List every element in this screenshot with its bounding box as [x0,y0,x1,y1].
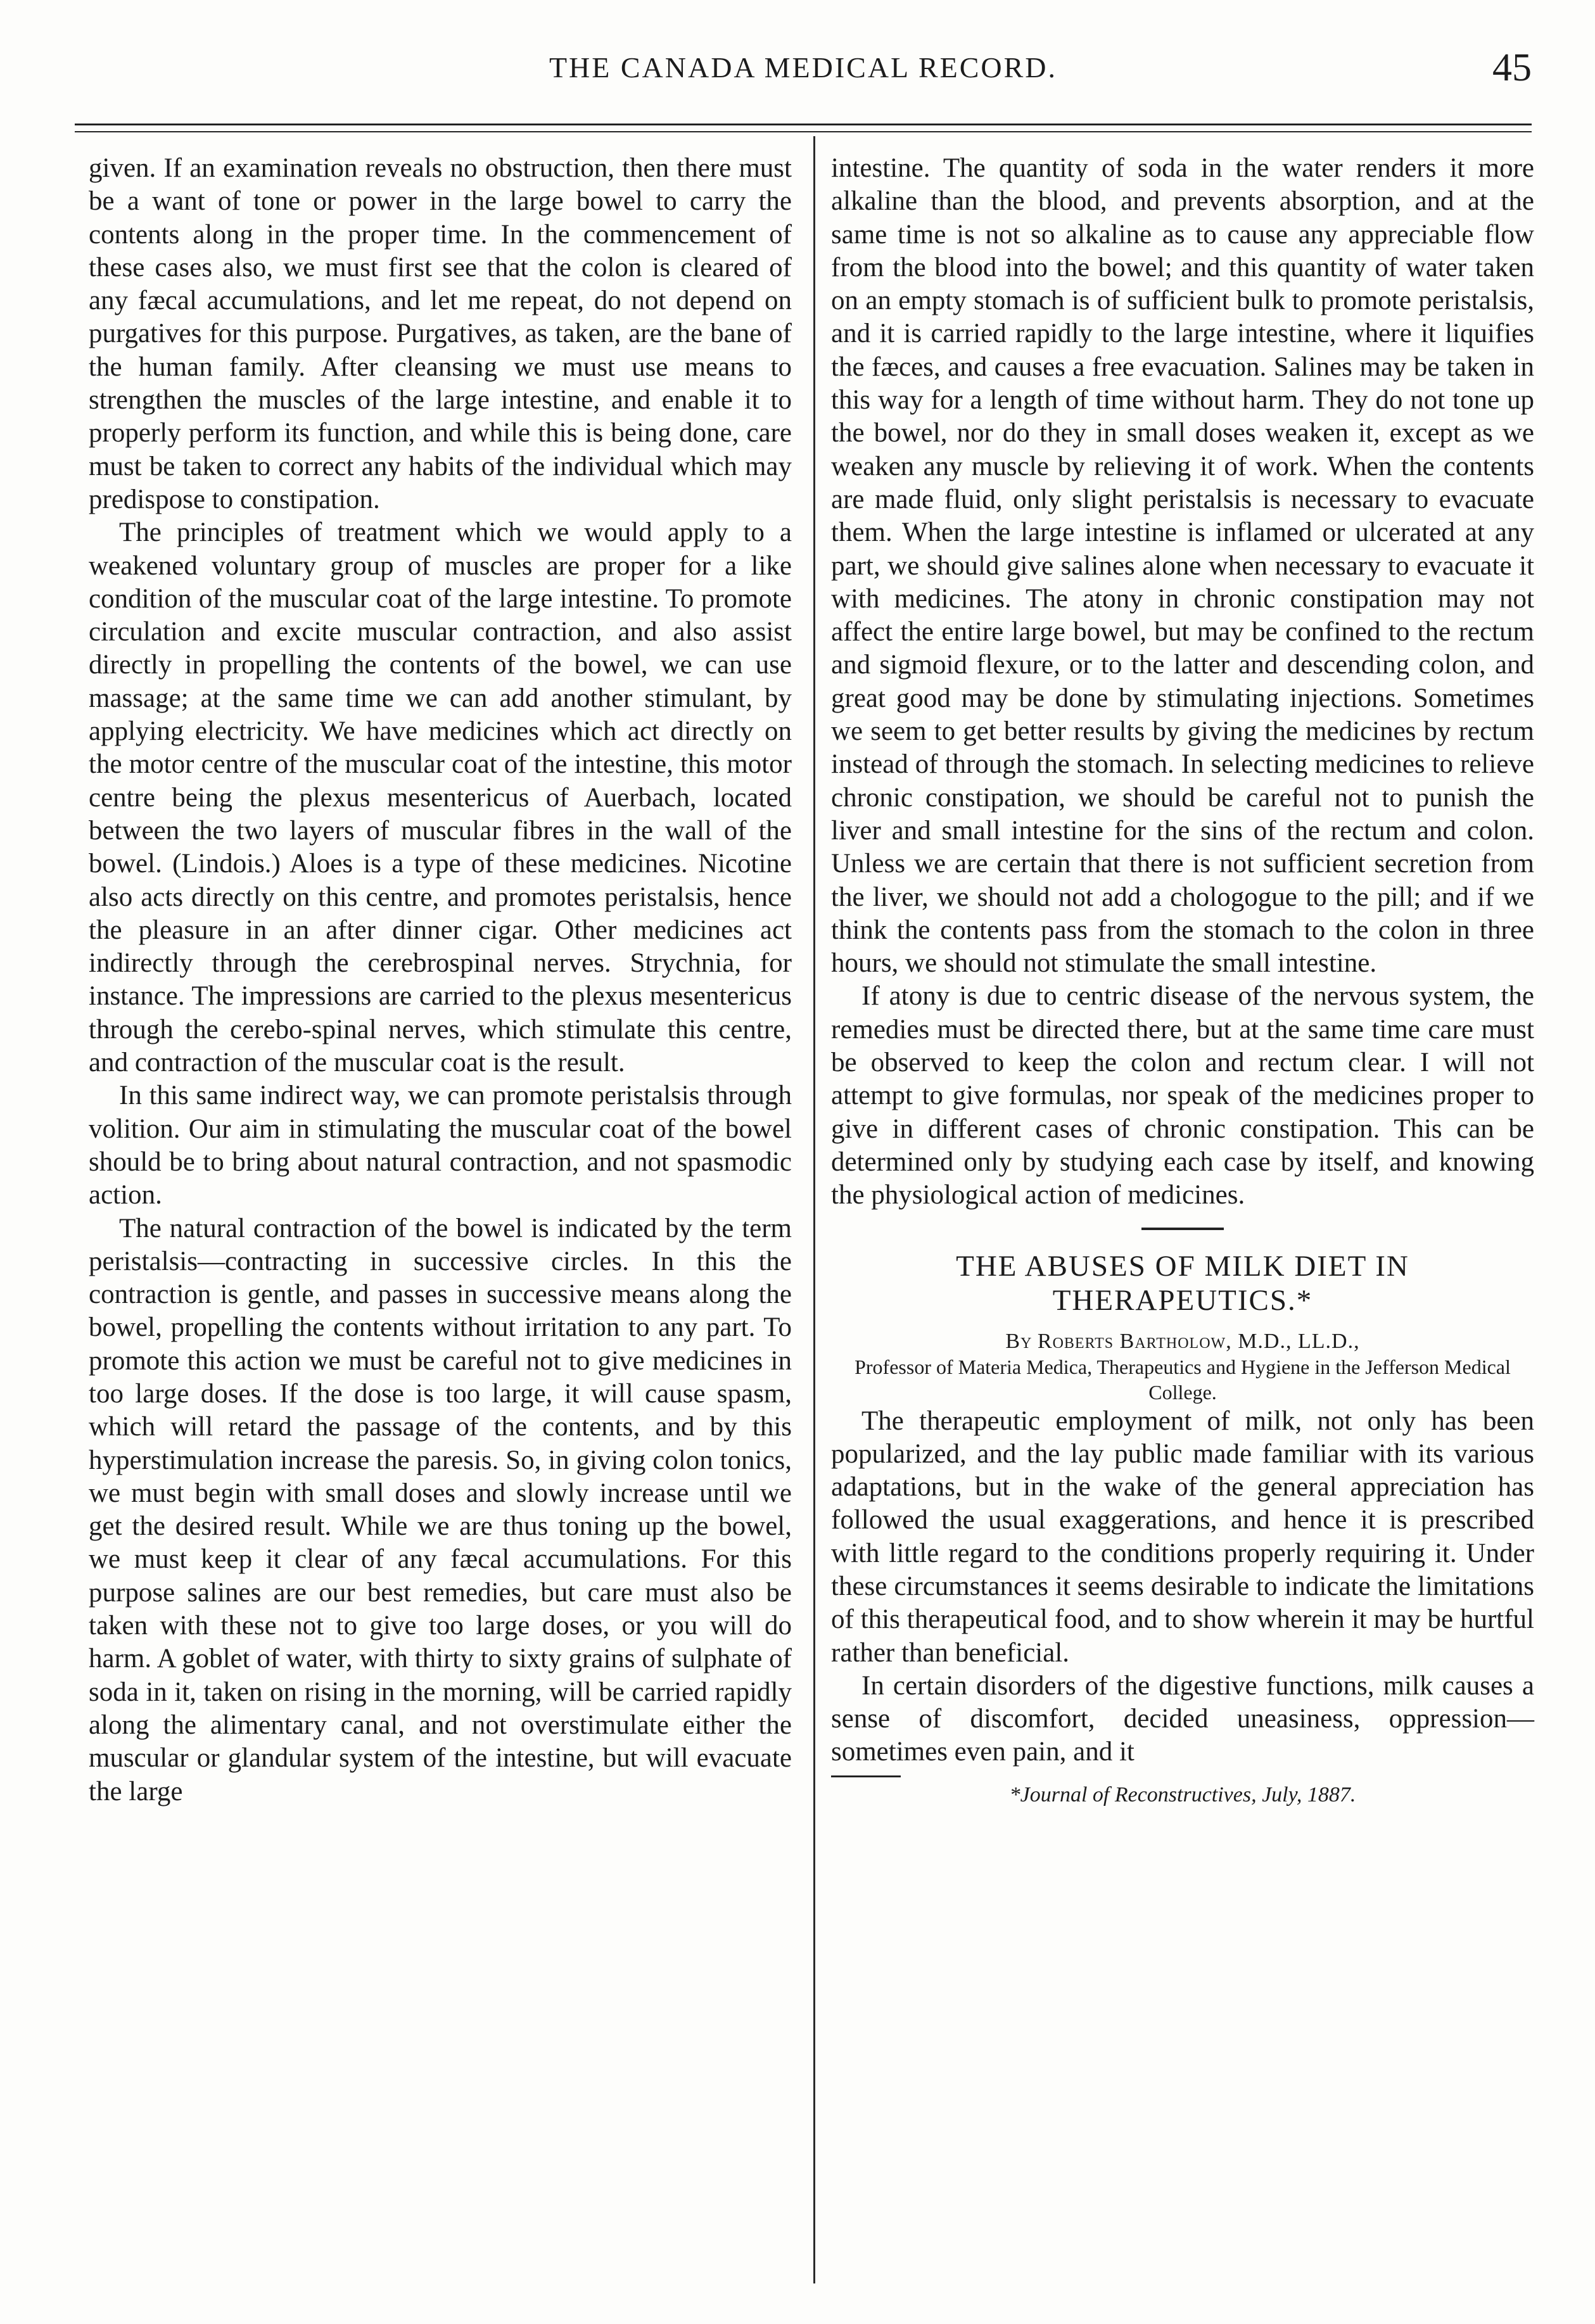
running-title: THE CANADA MEDICAL RECORD. [549,51,1058,84]
paragraph: intestine. The quantity of soda in the water renders it more alkaline than the blood, and prevents absorption, and at the same time is not so alkaline as to cause any appreciable flow from the blood into the bowel; and this quantity of water taken on an empty stomach is of sufficient bulk to promote peristalsis, and it is carried rapidly to the large intestine, where it liquifies the fæces, and causes a free evacuation. Salines may be taken in this way for a length of time without harm. They do not tone up the bowel, nor do they in small doses weaken it, except as we weaken any muscle by relieving it of work. When the contents are made fluid, only slight peristalsis is necessary to evacuate them. When the large intestine is inflamed or ulcerated at any part, we should give salines alone when necessary to evacuate it with medicines. The atony in chronic constipation may not affect the entire large bowel, but may be confined to the rectum and sigmoid flexure, or to the latter and descending colon, and great good may be done by stimulating injections. Sometimes we seem to get better results by giving the medicines by rectum instead of through the stomach. In selecting medicines to relieve chronic constipation, we should be careful not to punish the liver and small intestine for the sins of the rectum and colon. Unless we are certain that there is not sufficient secretion from the liver, we should not add a chologogue to the pill; and if we think the contents pass from the stomach to the colon in three hours, we should not stimulate the small intestine. [831,153,1534,979]
footnote-rule [831,1775,901,1777]
byline [831,1329,1534,1354]
paragraph: In this same indirect way, we can promote peristalsis through volition. Our aim in stimulating the muscular coat of the bowel should be to bring about natural contraction, and not spasmodic action. [89,1081,792,1210]
author-affiliation: Professor of Materia Medica, Therapeutics and Hygiene in the Jefferson Medical College. [855,1355,1511,1404]
article-title: THE ABUSES OF MILK DIET IN THERAPEUTICS.* [956,1249,1409,1317]
paragraph: If atony is due to centric disease of the nervous system, the remedies must be directed there, but at the same time care must be observed to keep the colon and rectum clear. I will not attempt to give formulas, nor speak of the medicines proper to give in different cases of chronic constipation. This can be determined only by studying each case by itself, and knowing the physiological action of medicines. [831,981,1534,1210]
footnote: *Journal of Reconstructives, July, 1887. [1009,1782,1356,1806]
paragraph: The natural contraction of the bowel is indicated by the term peristalsis—contracting in successive circles. In this the contraction is gentle, and passes in successive means along the bowel, propelling the contents without irritation to any part. To promote this action we must be careful not to give medicines in too large doses. If the dose is too large, it will cause spasm, which will retard the passage of the contents, and by this hyperstimulation increase the paresis. So, in giving colon tonics, we must begin with small doses and slowly increase until we get the desired result. While we are thus toning up the bowel, we must keep it clear of any fæcal accumulations. For this purpose salines are our best remedies, but care must also be taken with these not to give too large doses, or you will do harm. A goblet of water, with thirty to sixty grains of sulphate of soda in it, taken on rising in the morning, will be carried rapidly along the alimentary canal, and not overstimulate either the muscular or glandular system of the intestine, but will evacuate the large [89,1213,792,1806]
paragraph: given. If an examination reveals no obstruction, then there must be a want of tone or power in the large bowel to carry the contents along in the proper time. In the commencement of these cases also, we must first see that the colon is cleared of any fæcal accumulations, and let me repeat, do not depend on purgatives for this purpose. Purgatives, as taken, are the bane of the human family. After cleansing we must use means to strengthen the muscles of the large intestine, and enable it to properly perform its function, and while this is being done, care must be taken to correct any habits of the individual which may predispose to constipation. [89,153,792,514]
paragraph: The principles of treatment which we would apply to a weakened voluntary group of muscles are proper for a like condition of the muscular coat of the large intestine. To promote circulation and excite muscular contraction, and also assist directly in propelling the contents of the bowel, we can use massage; at the same time we can add another stimulant, by applying electricity. We have medicines which act directly on the motor centre of the muscular coat of the intestine, this motor centre being the plexus mesentericus of Auerbach, located between the two layers of muscular fibres in the wall of the bowel. (Lindois.) Aloes is a type of these medicines. Nicotine also acts directly on this centre, and promotes peristalsis, hence the pleasure in an after dinner cigar. Other medicines act indirectly through the cerebrospinal nerves. Strychnia, for instance. The impressions are carried to the plexus mesentericus through the cerebo-spinal nerves, which stimulate this centre, and contraction of the muscular coat is the result. [89,518,792,1078]
section-divider [1141,1228,1224,1230]
page-number: 45 [1492,46,1532,89]
right-column [831,152,1534,1809]
byline-prefix: By [1005,1329,1033,1353]
running-head [75,46,1532,103]
header-rule-thin [75,131,1532,132]
header-rule [75,124,1532,125]
author-name: Roberts Bartholow, M.D., LL.D., [1037,1329,1360,1353]
column-divider [813,136,815,2283]
paragraph: In certain disorders of the digestive functions, milk causes a sense of discomfort, decided uneasiness, oppression—sometimes even pain, and it [831,1670,1534,1767]
paragraph: The therapeutic employment of milk, not only has been popularized, and the lay public made familiar with its various adaptations, but in the wake of the general appreciation has followed the usual exaggerations, and hence it is prescribed with little regard to the conditions properly requiring it. Under these circumstances it seems desirable to indicate the limitations of this therapeutical food, and to show wherein it may be hurtful rather than beneficial. [831,1406,1534,1668]
left-column [89,152,792,1808]
